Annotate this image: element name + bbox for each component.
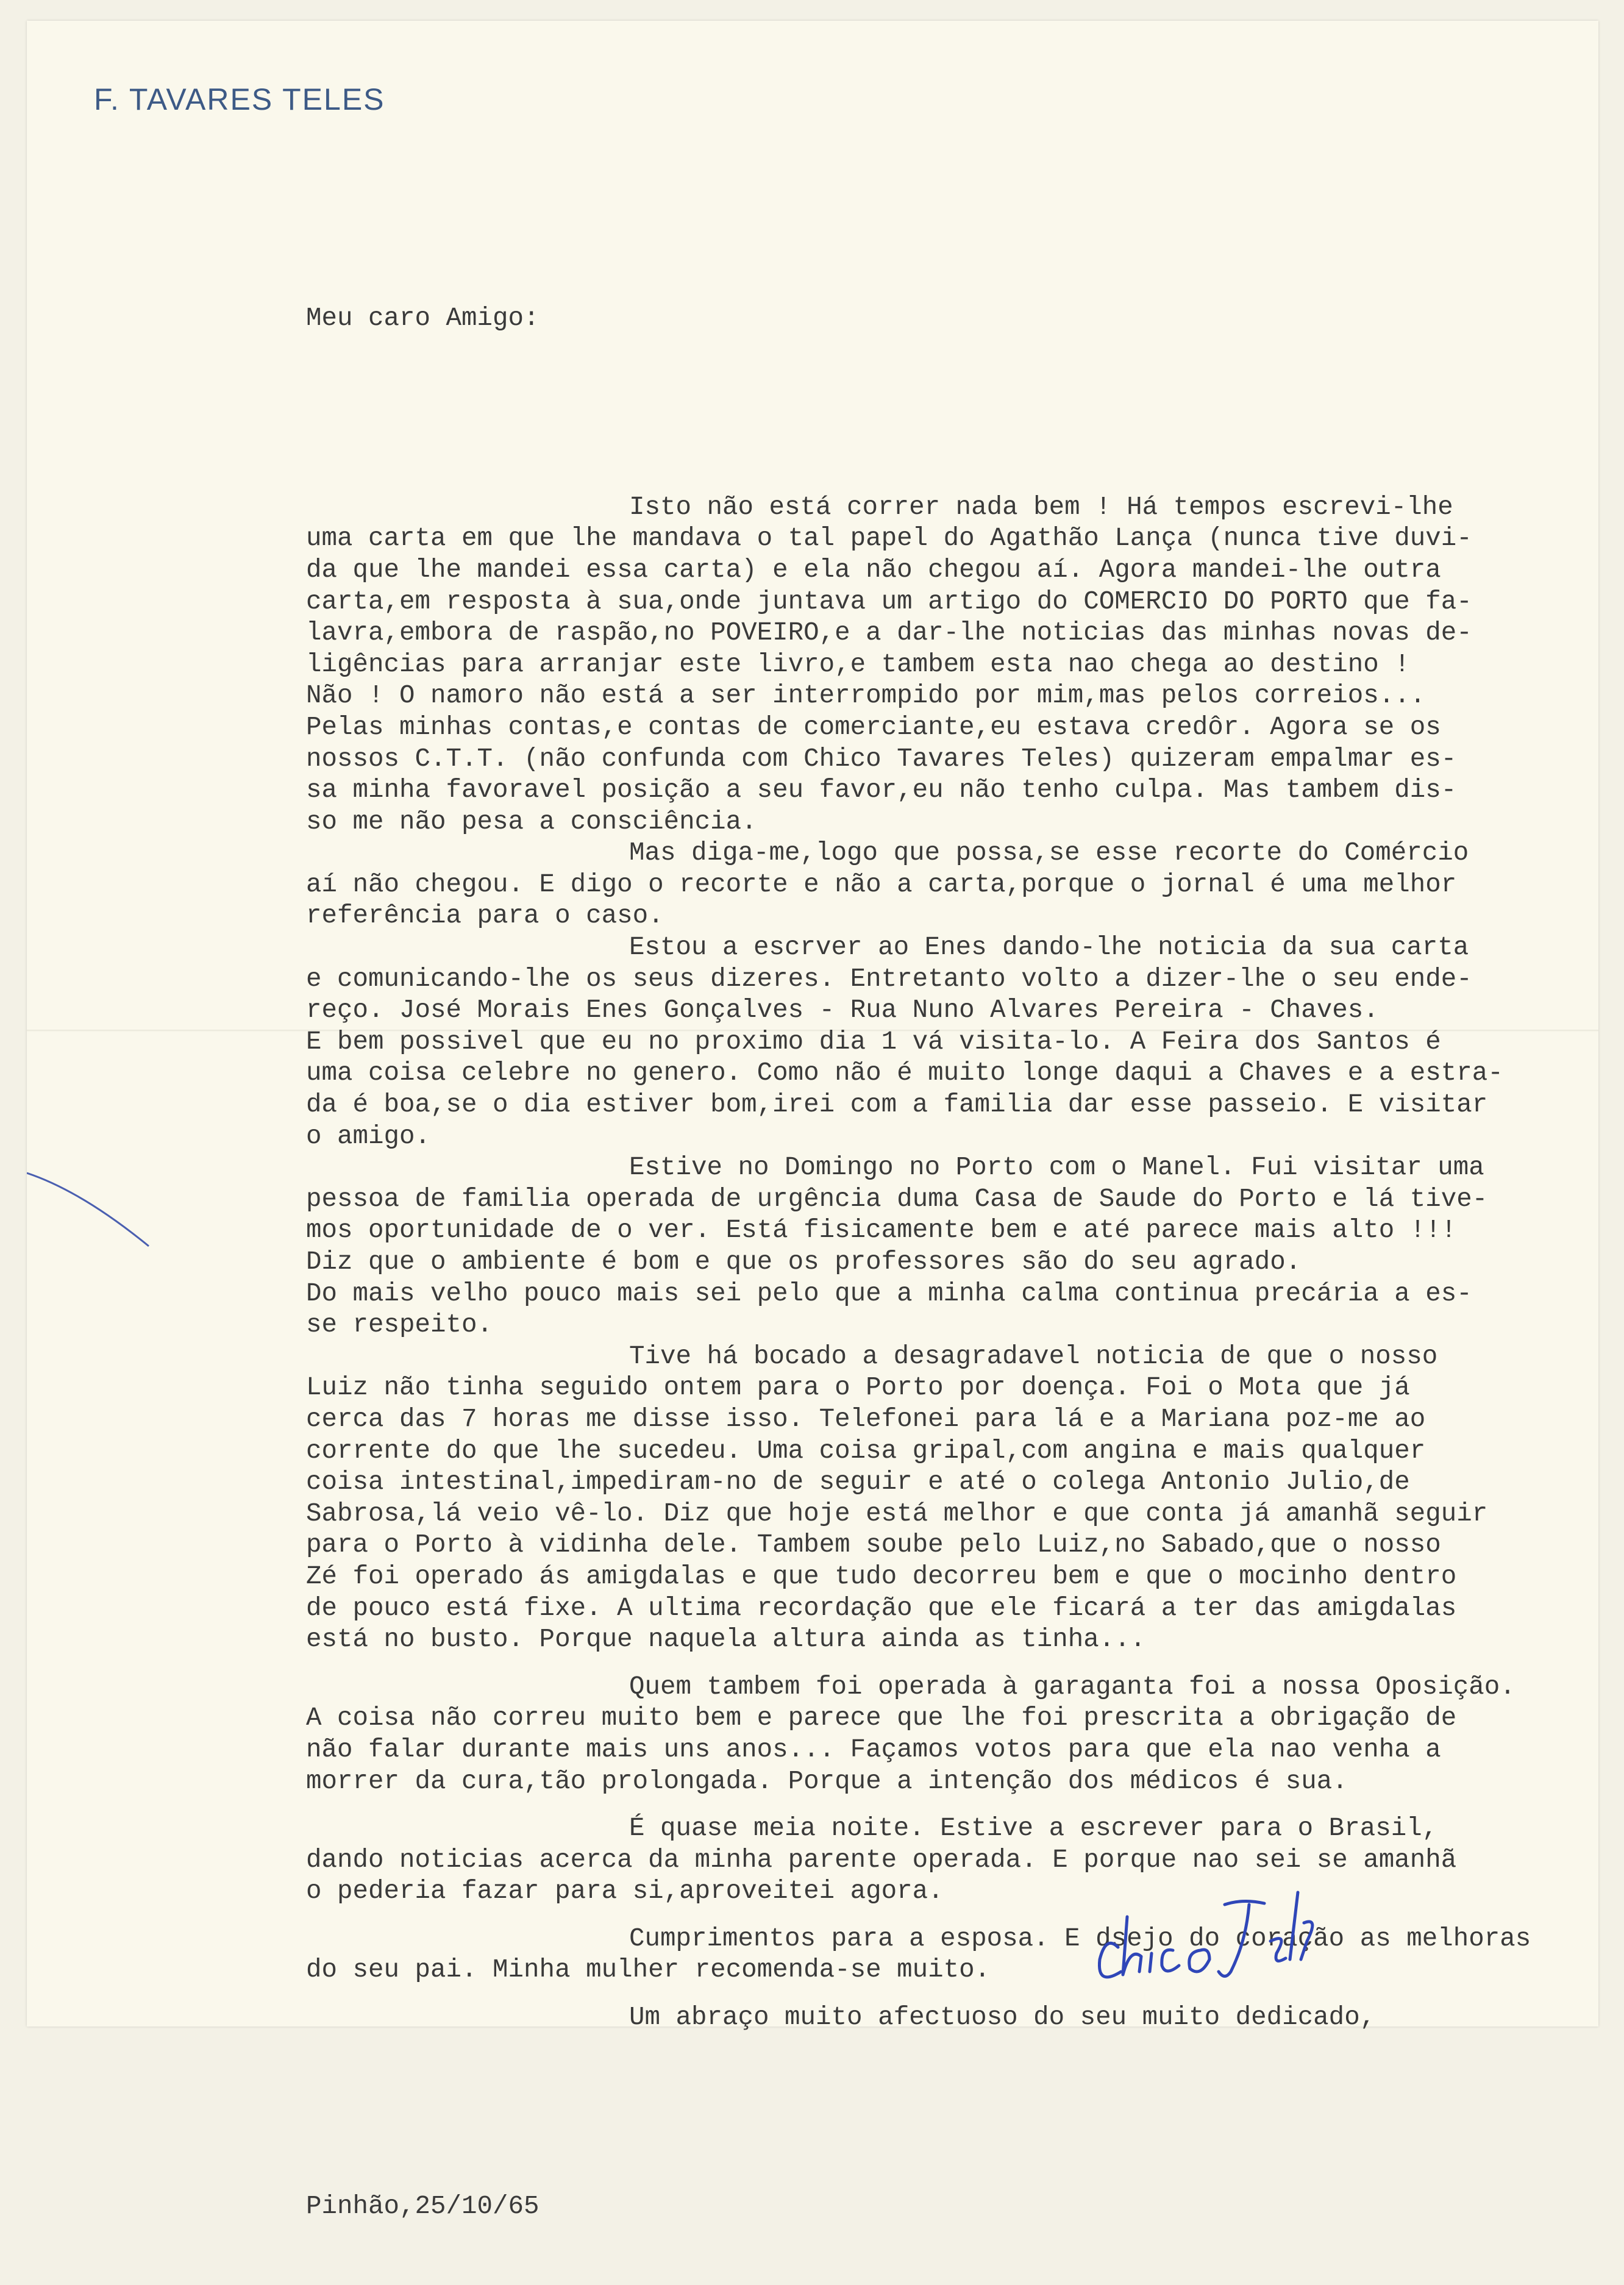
pen-stroke-mark bbox=[27, 1167, 155, 1252]
letter-line: Não ! O namoro não está a ser interrompido por mim,mas pelos correios... bbox=[306, 681, 1426, 711]
letter-line: aí não chegou. E digo o recorte e não a carta,porque o jornal é uma melhor bbox=[306, 869, 1457, 899]
letter-line: lavra,embora de raspão,no POVEIRO,e a dar-lhe noticias das minhas novas de- bbox=[306, 618, 1472, 648]
letter-line: dando noticias acerca da minha parente operada. E porque nao sei se amanhã bbox=[306, 1845, 1457, 1875]
letter-line: corrente do que lhe sucedeu. Uma coisa gripal,com angina e mais qualquer bbox=[306, 1436, 1426, 1466]
letter-line: mos oportunidade de o ver. Está fisicamente bem e até parece mais alto !!! bbox=[306, 1216, 1457, 1246]
letter-line: cerca das 7 horas me disse isso. Telefonei para lá e a Mariana poz-me ao bbox=[306, 1404, 1426, 1434]
letter-line: É quase meia noite. Estive a escrever para o Brasil, bbox=[629, 1814, 1438, 1844]
letter-line: Quem tambem foi operada à garaganta foi a nossa Oposição. bbox=[629, 1672, 1515, 1702]
letter-line: está no busto. Porque naquela altura ainda as tinha... bbox=[306, 1625, 1146, 1655]
letter-line: o pederia fazar para si,aproveitei agora. bbox=[306, 1877, 944, 1906]
letter-line: Mas diga-me,logo que possa,se esse recorte do Comércio bbox=[629, 838, 1469, 868]
letterhead: F. TAVARES TELES bbox=[94, 82, 385, 116]
letter-line: pessoa de familia operada de urgência duma Casa de Saude do Porto e lá tive- bbox=[306, 1184, 1488, 1214]
salutation: Meu caro Amigo: bbox=[306, 304, 540, 333]
letter-line: uma coisa celebre no genero. Como não é muito longe daqui a Chaves e a estra- bbox=[306, 1058, 1503, 1088]
letter-line: so me não pesa a consciência. bbox=[306, 807, 757, 836]
letter-line: A coisa não correu muito bem e parece que lhe foi prescrita a obrigação de bbox=[306, 1703, 1457, 1733]
letter-line: Sabrosa,lá veio vê-lo. Diz que hoje está melhor e que conta já amanhã seguir bbox=[306, 1499, 1488, 1528]
letter-line: Tive há bocado a desagradavel noticia de que o nosso bbox=[629, 1341, 1438, 1371]
letter-line: da que lhe mandei essa carta) e ela não chegou aí. Agora mandei-lhe outra bbox=[306, 555, 1441, 585]
letter-line: Zé foi operado ás amigdalas e que tudo decorreu bem e que o mocinho dentro bbox=[306, 1561, 1457, 1591]
paragraph-gap bbox=[306, 1908, 1604, 1923]
letter-line: Diz que o ambiente é bom e que os professores são do seu agrado. bbox=[306, 1247, 1302, 1277]
letter-line: para o Porto à vidinha dele. Tambem soube pelo Luiz,no Sabado,que o nosso bbox=[306, 1530, 1441, 1560]
letter-line: Pelas minhas contas,e contas de comerciante,eu estava credôr. Agora se os bbox=[306, 712, 1441, 742]
paragraph-gap bbox=[306, 1797, 1604, 1813]
letter-line: Isto não está correr nada bem ! Há tempos escrevi-lhe bbox=[629, 492, 1453, 522]
letter-line: o amigo. bbox=[306, 1121, 431, 1151]
letter-line: Estou a escrver ao Enes dando-lhe noticia da sua carta bbox=[629, 933, 1469, 963]
letter-line: Estive no Domingo no Porto com o Manel. Fui visitar uma bbox=[629, 1153, 1484, 1183]
letter-sheet bbox=[27, 21, 1598, 2221]
letter-line: Luiz não tinha seguido ontem para o Porto por doença. Foi o Mota que já bbox=[306, 1373, 1410, 1403]
letter-line: ligências para arranjar este livro,e tambem esta nao chega ao destino ! bbox=[306, 649, 1410, 679]
letter-line: não falar durante mais uns anos... Façamos votos para que ela nao venha a bbox=[306, 1734, 1441, 1764]
letter-line: e comunicando-lhe os seus dizeres. Entretanto volto a dizer-lhe o seu ende- bbox=[306, 964, 1472, 994]
place-date: Pinhão,25/10/65 bbox=[306, 2191, 540, 2221]
letter-line: nossos C.T.T. (não confunda com Chico Tavares Teles) quizeram empalmar es- bbox=[306, 744, 1457, 774]
letter-line: E bem possivel que eu no proximo dia 1 vá visita-lo. A Feira dos Santos é bbox=[306, 1027, 1441, 1057]
letter-line: coisa intestinal,impediram-no de seguir e até o colega Antonio Julio,de bbox=[306, 1467, 1410, 1497]
letter-line: carta,em resposta à sua,onde juntava um artigo do COMERCIO DO PORTO que fa- bbox=[306, 586, 1472, 616]
letter-line: Cumprimentos para a esposa. E dsejo do coração as melhoras bbox=[629, 1923, 1531, 1953]
letter-line: de pouco está fixe. A ultima recordação que ele ficará a ter das amigdalas bbox=[306, 1593, 1457, 1623]
letter-line: Um abraço muito afectuoso do seu muito dedicado, bbox=[629, 2003, 1376, 2033]
paragraph-gap bbox=[306, 1986, 1604, 2002]
letter-line: morrer da cura,tão prolongada. Porque a intenção dos médicos é sua. bbox=[306, 1766, 1348, 1796]
letter-line: da é boa,se o dia estiver bom,irei com a familia dar esse passeio. E visitar bbox=[306, 1090, 1488, 1120]
paragraph-gap bbox=[306, 1656, 1604, 1672]
letter-line: sa minha favoravel posição a seu favor,eu não tenho culpa. Mas tambem dis- bbox=[306, 775, 1457, 805]
letter-line: referência para o caso. bbox=[306, 901, 664, 931]
letter-lines bbox=[306, 492, 1604, 2034]
letter-line: Do mais velho pouco mais sei pelo que a minha calma continua precária a es- bbox=[306, 1278, 1472, 1308]
letter-line: uma carta em que lhe mandava o tal papel do Agathão Lança (nunca tive duvi- bbox=[306, 524, 1472, 554]
letter-body bbox=[306, 240, 1604, 2285]
signature bbox=[1094, 1880, 1325, 1990]
letter-line: se respeito. bbox=[306, 1310, 493, 1340]
letter-line: reço. José Morais Enes Gonçalves - Rua Nuno Alvares Pereira - Chaves. bbox=[306, 996, 1379, 1025]
letter-line: do seu pai. Minha mulher recomenda-se muito. bbox=[306, 1955, 991, 1985]
